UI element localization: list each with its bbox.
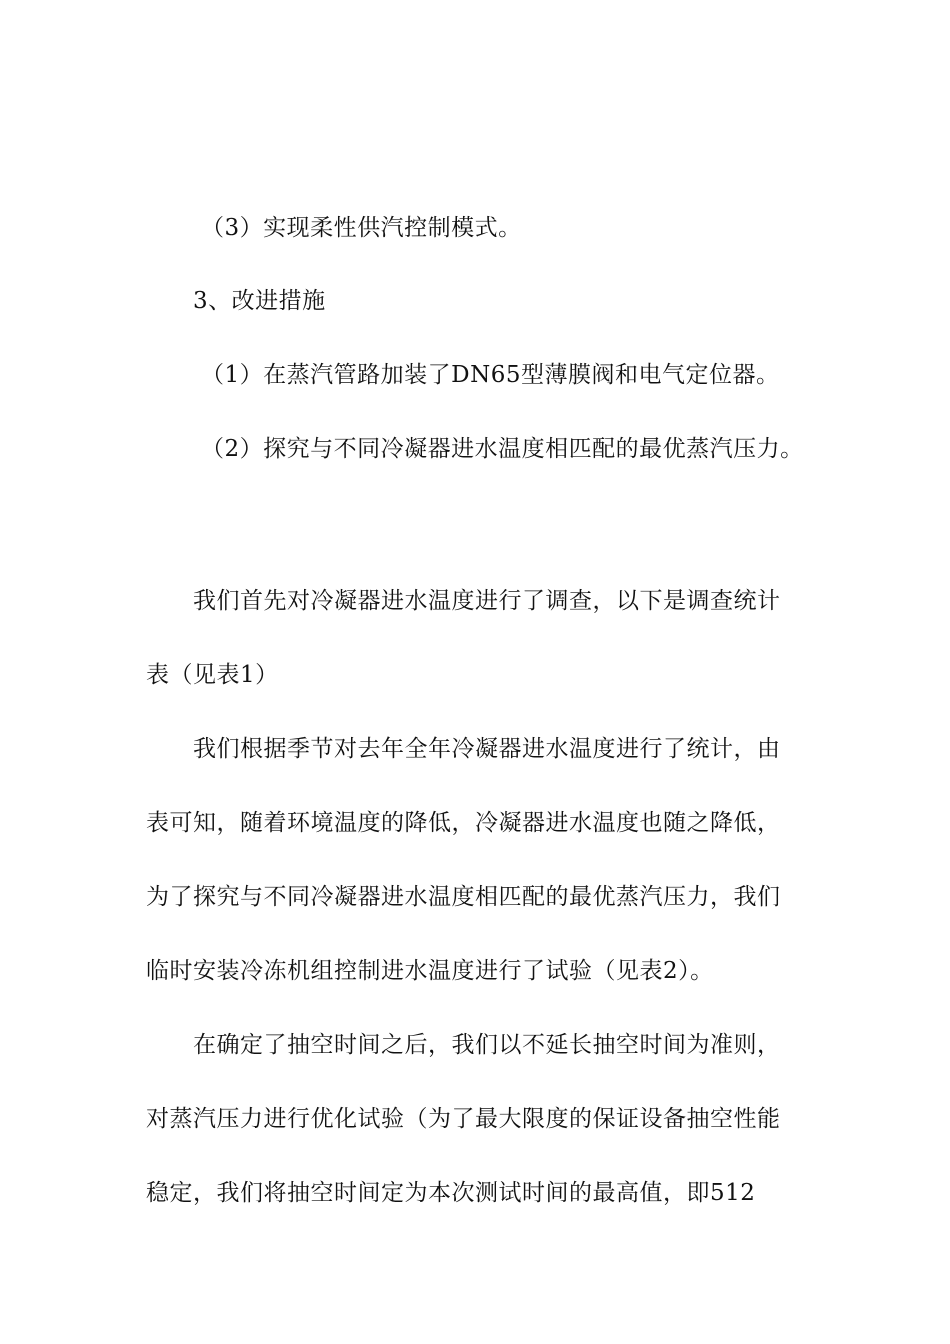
list-item-2-optimal-steam-pressure: （2）探究与不同冷凝器进水温度相匹配的最优蒸汽压力。 xyxy=(201,436,804,462)
paragraph-2-line-2: 表可知，随着环境温度的降低，冷凝器进水温度也随之降低， xyxy=(146,810,781,836)
paragraph-1-line-1: 我们首先对冷凝器进水温度进行了调查，以下是调查统计 xyxy=(193,588,781,614)
paragraph-2-line-4: 临时安装冷冻机组控制进水温度进行了试验（见表2）。 xyxy=(146,958,714,984)
paragraph-2-line-1: 我们根据季节对去年全年冷凝器进水温度进行了统计，由 xyxy=(193,736,781,762)
section-heading-improvement-measures: 3、改进措施 xyxy=(193,288,326,314)
paragraph-3-line-1: 在确定了抽空时间之后，我们以不延长抽空时间为准则， xyxy=(193,1032,781,1058)
list-item-3-control-mode: （3）实现柔性供汽控制模式。 xyxy=(201,215,522,241)
list-item-1-valve-installation: （1）在蒸汽管路加装了DN65型薄膜阀和电气定位器。 xyxy=(201,362,780,388)
paragraph-3-line-2: 对蒸汽压力进行优化试验（为了最大限度的保证设备抽空性能 xyxy=(146,1106,781,1132)
paragraph-3-line-3: 稳定，我们将抽空时间定为本次测试时间的最高值，即512 xyxy=(146,1180,756,1206)
paragraph-1-line-2: 表（见表1） xyxy=(146,662,279,688)
paragraph-2-line-3: 为了探究与不同冷凝器进水温度相匹配的最优蒸汽压力，我们 xyxy=(146,884,781,910)
